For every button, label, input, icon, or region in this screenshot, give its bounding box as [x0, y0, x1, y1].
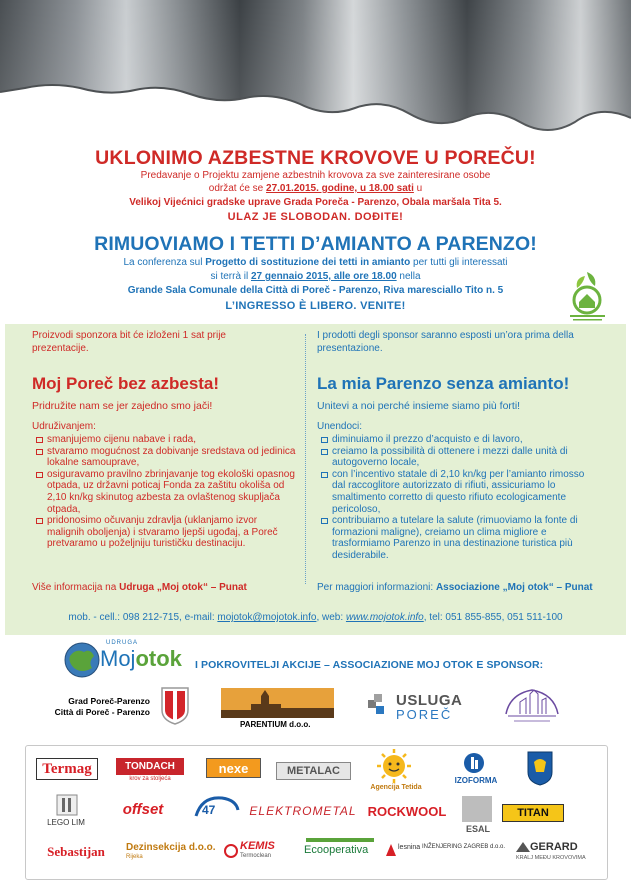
izoforma-mark-icon: [462, 752, 486, 774]
logo-offset: offset: [122, 800, 164, 818]
logo-metalac: METALAC: [276, 762, 351, 780]
logo-dezinsekcija-city: Rijeka: [126, 854, 143, 860]
gerard-roof-icon: [516, 842, 530, 852]
logo-gerard-tagline: KRALJ MEĐU KROVOVIMA: [516, 855, 586, 861]
esal-mark: [462, 796, 492, 822]
column-divider: [305, 334, 306, 584]
list-item: smanjujemo cijenu nabave i rada,: [34, 434, 296, 446]
list-item: creiamo la possibilità di ottenere i mezzi dalle unità di autogoverno locale,: [319, 446, 597, 469]
logo-gerard: GERARD: [530, 841, 578, 853]
logo-dezinsekcija: Dezinsekcija d.o.o.: [126, 842, 216, 853]
logo-inzenjering: INŽENJERING ZAGREB d.o.o.: [422, 844, 506, 850]
sponsor-note-croatian: Proizvodi sponzora bit će izloženi 1 sat prije prezentacije.: [32, 330, 226, 354]
org-small: UDRUGA: [106, 640, 139, 646]
usluga-porec-logo: USLUGA POREČ: [368, 692, 468, 722]
list-item: pridonosimo očuvanju zdravlja (uklanjamo izvor malignih oboljenja) i stvaramo ljepši ugođaj, a Poreč pretvaramo u poželjniju turističku destinaciju.: [34, 515, 296, 550]
sponsor-title: I POKROVITELJI AKCIJE – ASSOCIAZIONE MOJ OTOK E SPONSOR:: [195, 659, 544, 671]
intro-italian: La conferenza sul Progetto di sostituzione dei tetti in amianto per tutti gli interessati: [123, 257, 508, 268]
coat-of-arms-icon: [526, 750, 554, 786]
logo-izoforma: IZOFORMA: [454, 776, 498, 785]
parentium-label: PARENTIUM d.o.o.: [240, 720, 311, 729]
web-link[interactable]: www.mojotok.info: [345, 612, 424, 623]
logo-kemis: KEMIS: [240, 840, 275, 852]
kemmark-logo-icon: [192, 792, 242, 824]
slogan-croatian: Moj Poreč bez azbesta!: [32, 374, 220, 393]
sponsor-logos: [25, 745, 608, 880]
held-croatian: održat će se 27.01.2015. godine, u 18.00 sati u: [208, 183, 423, 194]
parentium-logo: [221, 688, 334, 718]
logo-elektrometal: ELEKTROMETAL: [249, 804, 357, 818]
title-italian: RIMUOVIAMO I TETTI D’AMIANTO A PARENZO!: [94, 233, 537, 255]
held-italian: si terrà il 27 gennaio 2015, alle ore 18.00 nella: [210, 271, 421, 282]
more-info-italian: Per maggiori informazioni: Associazione „Moj otok“ – Punat: [317, 582, 593, 593]
logo-esal: ESAL: [465, 824, 490, 834]
email-link[interactable]: mojotok@mojotok.info: [217, 612, 317, 623]
list-italian: [319, 434, 597, 562]
logo-tondach: TONDACH: [116, 758, 184, 775]
cta-italian: L’INGRESSO È LIBERO. VENITE!: [225, 300, 406, 312]
list-item: osiguravamo pravilno zbrinjavanje tog ekološki opasnog otpada, uz državni poticaj Fonda za zaštitu okoliša od 2,10 kn/kg skinutog azbesta za ovlaštenog skupljača otpada,: [34, 469, 296, 515]
slogan-italian: La mia Parenzo senza amianto!: [317, 374, 570, 393]
eco-logo: [565, 268, 610, 324]
more-info-croatian: Više informacija na Udruga „Moj otok“ – Punat: [32, 582, 247, 593]
venue-croatian: Velikoj Vijećnici gradske uprave Grada Poreča - Parenzo, Obala maršala Tita 5.: [129, 197, 502, 208]
list-head-croatian: Udruživanjem:: [32, 421, 96, 432]
city-coat-of-arms-icon: [160, 686, 190, 726]
sun-logo-icon: [374, 748, 414, 784]
lego-lim-mark-icon: [56, 794, 78, 816]
logo-nexe: nexe: [206, 758, 261, 778]
sponsor-note-italian: I prodotti degli sponsor saranno esposti un’ora prima della presentazione.: [317, 330, 574, 354]
city-logo-text: Grad Poreč-Parenzo Città di Poreč - Parenzo: [54, 696, 150, 717]
logo-rockwool: ROCKWOOL: [367, 803, 447, 819]
moj-otok-logo: [62, 640, 192, 680]
list-item: diminuiamo il prezzo d’acquisto e di lavoro,: [319, 434, 597, 446]
logo-titan: TITAN: [502, 804, 564, 822]
info-box: [5, 324, 626, 635]
logo-tondach-tagline: krov za stoljeća: [129, 776, 171, 782]
lesnina-mark-icon: [386, 844, 396, 856]
list-item: contribuiamo a tutelare la salute (rimuoviamo la fonte di formazioni maligne), creiamo un clima migliore e trasformiamo Parenzo in una destinazione turistica più desiderabile.: [319, 515, 597, 561]
ecooperativa-bar: [306, 838, 374, 842]
title-croatian: UKLONIMO AZBESTNE KROVOVE U POREČU!: [95, 147, 536, 169]
tourist-board-logo-icon: [500, 684, 565, 729]
roof-photo: [0, 0, 631, 140]
logo-lego-lim: LEGO LIM: [47, 818, 85, 827]
intro-croatian: Predavanje o Projektu zamjene azbestnih krovova za sve zainteresirane osobe: [140, 170, 491, 181]
list-head-italian: Unendoci:: [317, 421, 363, 432]
sub-italian: Unitevi a noi perché insieme siamo più forti!: [317, 400, 521, 412]
venue-italian: Grande Sala Comunale della Città di Poreč - Parenzo, Riva maresciallo Tito n. 5: [127, 285, 504, 296]
logo-ecooperativa: Ecooperativa: [304, 844, 369, 856]
logo-termoclean: Termoclean: [240, 853, 272, 859]
logo-sebastijan: Sebastijan: [47, 844, 105, 859]
sub-croatian: Pridružite nam se jer zajedno smo jači!: [32, 400, 213, 412]
svg-text:47: 47: [202, 803, 216, 817]
kemis-mark-icon: [224, 844, 238, 858]
logo-tetida-label: Agencija Tetida: [370, 784, 422, 791]
patron-logos: [0, 684, 631, 734]
list-item: stvaramo mogućnost za dobivanje sredstava od jedinica lokalne samouprave,: [34, 446, 296, 469]
logo-termag: Termag: [36, 758, 98, 780]
list-item: con l’incentivo statale di 2,10 kn/kg per l’amianto rimosso dal raccoglitore autorizzato di rifiuti, assicuriamo lo smaltimento corretto di questo rifiuto ecologicamente pericoloso,: [319, 469, 597, 515]
logo-lesnina: lesnina: [398, 844, 421, 851]
contact-line: mob. - cell.: 098 212-715, e-mail: mojotok@mojotok.info, web: www.mojotok.info, tel: 051 855-855, 051 511-100: [68, 612, 563, 623]
list-croatian: [34, 434, 296, 550]
org-name: Mojotok: [100, 646, 182, 671]
cta-croatian: ULAZ JE SLOBODAN. DOĐITE!: [227, 211, 404, 223]
